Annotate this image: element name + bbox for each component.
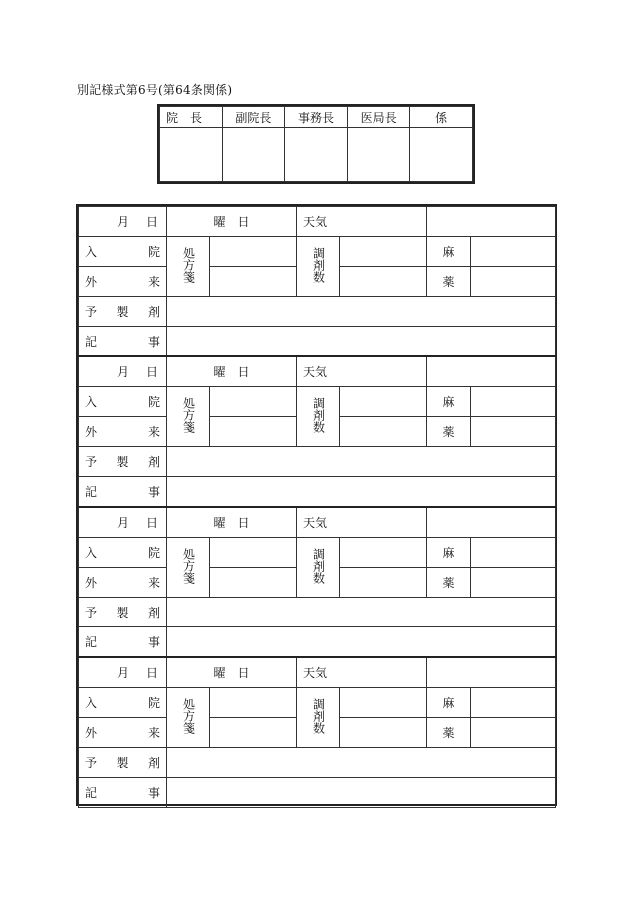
record-date-row [79,657,556,687]
approval-stamp-cell[interactable] [222,128,285,182]
form-title: 別記様式第6号(第64条関係) [77,83,233,97]
record-date-row [79,507,556,537]
prescription-text: 処方箋 [181,397,196,434]
inpatient-label-right: 院 [147,696,160,711]
narcotic-label-bottom: 薬 [427,266,471,296]
outpatient-dispensing-cell[interactable] [340,567,427,597]
inpatient-label-right: 院 [147,395,160,410]
record-inpatient-row [79,387,556,417]
outpatient-label-left: 外 [85,575,98,590]
weather-label: 天気 [297,356,427,386]
outpatient-dispensing-cell[interactable] [340,417,427,447]
approval-header-medical-chief: 医局長 [347,107,410,128]
inpatient-narcotic-cell[interactable] [471,688,556,718]
weather-value-cell[interactable] [427,356,556,386]
inpatient-label-right: 院 [147,545,160,560]
preprep-char-2: 製 [116,755,129,770]
approval-stamp-cell[interactable] [285,128,348,182]
pharmacy-record-form [76,204,557,806]
notes-label-right: 事 [147,484,160,499]
preprep-char-3: 剤 [147,755,160,770]
notes-label-left: 記 [85,334,98,349]
inpatient-prescription-cell[interactable] [210,537,297,567]
inpatient-narcotic-cell[interactable] [471,236,556,266]
notes-value-cell[interactable] [167,777,556,807]
notes-value-cell[interactable] [167,326,556,356]
weather-label: 天気 [297,507,427,537]
notes-label-right: 事 [147,334,160,349]
weather-value-cell[interactable] [427,507,556,537]
dispensing-count-text: 調剤数 [311,397,326,434]
narcotic-label-bottom: 薬 [427,567,471,597]
outpatient-label-right: 来 [147,726,160,741]
outpatient-prescription-cell[interactable] [210,567,297,597]
outpatient-label-left: 外 [85,726,98,741]
approval-stamp-box [157,104,475,184]
outpatient-label-right: 来 [147,575,160,590]
preprep-char-2: 製 [116,605,129,620]
notes-label-left: 記 [85,785,98,800]
inpatient-narcotic-cell[interactable] [471,387,556,417]
outpatient-prescription-cell[interactable] [210,718,297,748]
record-date-row [79,207,556,237]
weather-label: 天気 [297,207,427,237]
outpatient-narcotic-cell[interactable] [471,567,556,597]
inpatient-label-left: 入 [85,545,98,560]
preprep-value-cell[interactable] [167,597,556,627]
weather-label: 天気 [297,657,427,687]
month-label: 月 [117,515,130,530]
inpatient-prescription-cell[interactable] [210,236,297,266]
notes-label-left: 記 [85,484,98,499]
outpatient-narcotic-cell[interactable] [471,417,556,447]
inpatient-label-left: 入 [85,696,98,711]
prescription-label [167,387,210,447]
weekday-label: 曜 日 [167,507,297,537]
inpatient-prescription-cell[interactable] [210,688,297,718]
inpatient-dispensing-cell[interactable] [340,537,427,567]
narcotic-label-bottom: 薬 [427,718,471,748]
narcotic-label-top: 麻 [427,387,471,417]
preprep-char-3: 剤 [147,455,160,470]
notes-value-cell[interactable] [167,477,556,507]
record-inpatient-row [79,537,556,567]
dispensing-count-label [297,236,340,296]
record-notes-row [79,777,556,807]
month-label: 月 [117,214,130,229]
outpatient-prescription-cell[interactable] [210,266,297,296]
inpatient-narcotic-cell[interactable] [471,537,556,567]
record-preprep-row [79,447,556,477]
narcotic-label-bottom: 薬 [427,417,471,447]
preprep-value-cell[interactable] [167,447,556,477]
record-notes-row [79,326,556,356]
record-notes-row [79,627,556,657]
dispensing-count-label [297,688,340,748]
prescription-text: 処方箋 [181,698,196,735]
dispensing-count-text: 調剤数 [311,698,326,735]
preprep-char-2: 製 [116,455,129,470]
preprep-char-1: 予 [85,304,98,319]
month-label: 月 [117,365,130,380]
prescription-text: 処方箋 [181,547,196,584]
outpatient-label-left: 外 [85,274,98,289]
prescription-label [167,688,210,748]
record-preprep-row [79,597,556,627]
day-label: 日 [145,515,158,530]
record-inpatient-row [79,236,556,266]
outpatient-label-right: 来 [147,274,160,289]
dispensing-count-label [297,537,340,597]
notes-label-right: 事 [147,785,160,800]
day-label: 日 [145,214,158,229]
outpatient-dispensing-cell[interactable] [340,266,427,296]
weekday-label: 曜 日 [167,356,297,386]
approval-header-director: 院 長 [160,107,223,128]
outpatient-prescription-cell[interactable] [210,417,297,447]
outpatient-narcotic-cell[interactable] [471,266,556,296]
weekday-label: 曜 日 [167,657,297,687]
prescription-text: 処方箋 [181,246,196,283]
record-preprep-row [79,748,556,778]
preprep-char-2: 製 [116,304,129,319]
preprep-char-1: 予 [85,455,98,470]
dispensing-count-label [297,387,340,447]
weather-value-cell[interactable] [427,657,556,687]
dispensing-count-text: 調剤数 [311,547,326,584]
inpatient-label-left: 入 [85,395,98,410]
inpatient-dispensing-cell[interactable] [340,688,427,718]
approval-stamp-cell[interactable] [410,128,473,182]
weather-value-cell[interactable] [427,207,556,237]
notes-label-right: 事 [147,635,160,650]
outpatient-label-right: 来 [147,425,160,440]
narcotic-label-top: 麻 [427,236,471,266]
prescription-label [167,236,210,296]
preprep-value-cell[interactable] [167,296,556,326]
approval-header-clerk: 係 [410,107,473,128]
preprep-char-1: 予 [85,755,98,770]
approval-header-office-manager: 事務長 [285,107,348,128]
outpatient-narcotic-cell[interactable] [471,718,556,748]
dispensing-count-text: 調剤数 [311,246,326,283]
inpatient-dispensing-cell[interactable] [340,236,427,266]
record-notes-row [79,477,556,507]
outpatient-label-left: 外 [85,425,98,440]
notes-value-cell[interactable] [167,627,556,657]
approval-header-vice-director: 副院長 [222,107,285,128]
record-date-row [79,356,556,386]
outpatient-dispensing-cell[interactable] [340,718,427,748]
weekday-label: 曜 日 [167,207,297,237]
approval-stamp-cell[interactable] [347,128,410,182]
inpatient-label-right: 院 [147,244,160,259]
inpatient-dispensing-cell[interactable] [340,387,427,417]
inpatient-prescription-cell[interactable] [210,387,297,417]
narcotic-label-top: 麻 [427,688,471,718]
record-preprep-row [79,296,556,326]
inpatient-label-left: 入 [85,244,98,259]
narcotic-label-top: 麻 [427,537,471,567]
day-label: 日 [145,365,158,380]
day-label: 日 [145,666,158,681]
approval-stamp-cell[interactable] [160,128,223,182]
preprep-char-1: 予 [85,605,98,620]
preprep-char-3: 剤 [147,304,160,319]
preprep-value-cell[interactable] [167,748,556,778]
record-inpatient-row [79,688,556,718]
notes-label-left: 記 [85,635,98,650]
preprep-char-3: 剤 [147,605,160,620]
month-label: 月 [117,666,130,681]
prescription-label [167,537,210,597]
